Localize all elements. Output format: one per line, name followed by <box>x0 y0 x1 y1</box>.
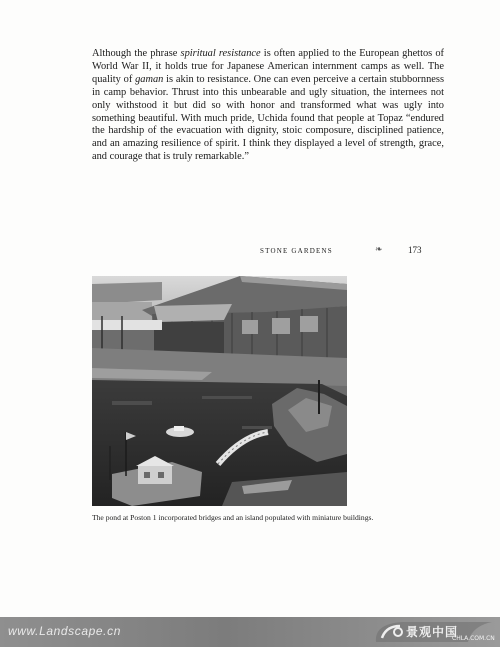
watermark-url: www.Landscape.cn <box>8 624 121 638</box>
body-text-part-3: is akin to resistance. One can even perceive a certain stubbornness in camp behavior. Thrust into this unbearable and ugly situation, the internees not only withstood it but did so with honor and transformed what was ugly into something beautiful. With much pride, Uchida found that people at Topaz “endured the hardship of the evacuation with dignity, stoic composure, disciplined patience, and an amazing resilience of spirit. I think they displayed a level of strength, grace, and courage that is truly remarkable.” <box>92 73 444 163</box>
body-text-part-2: is often applied to the European ghettos of World War II, it holds true for Japanese American internment camps as well. The quality of <box>92 48 444 85</box>
running-head <box>260 245 446 259</box>
body-text-italic-2: gaman <box>135 73 164 85</box>
running-head-title: STONE GARDENS <box>260 247 333 255</box>
body-text-part-1: Although the phrase <box>92 48 181 59</box>
pond-photograph <box>92 276 347 506</box>
watermark-logo <box>372 620 496 644</box>
page-number: 173 <box>408 245 422 255</box>
watermark-logo-text: 景观中国 <box>406 625 459 639</box>
body-paragraph <box>92 48 444 164</box>
body-text-italic-1: spiritual resistance <box>180 48 261 59</box>
ornament-icon: ❧ <box>375 244 384 254</box>
photograph-image <box>92 276 347 506</box>
photo-caption: The pond at Poston 1 incorporated bridges and an island populated with miniature buildings. <box>92 513 374 522</box>
watermark-logo-domain: CHLA.COM.CN <box>452 635 495 642</box>
